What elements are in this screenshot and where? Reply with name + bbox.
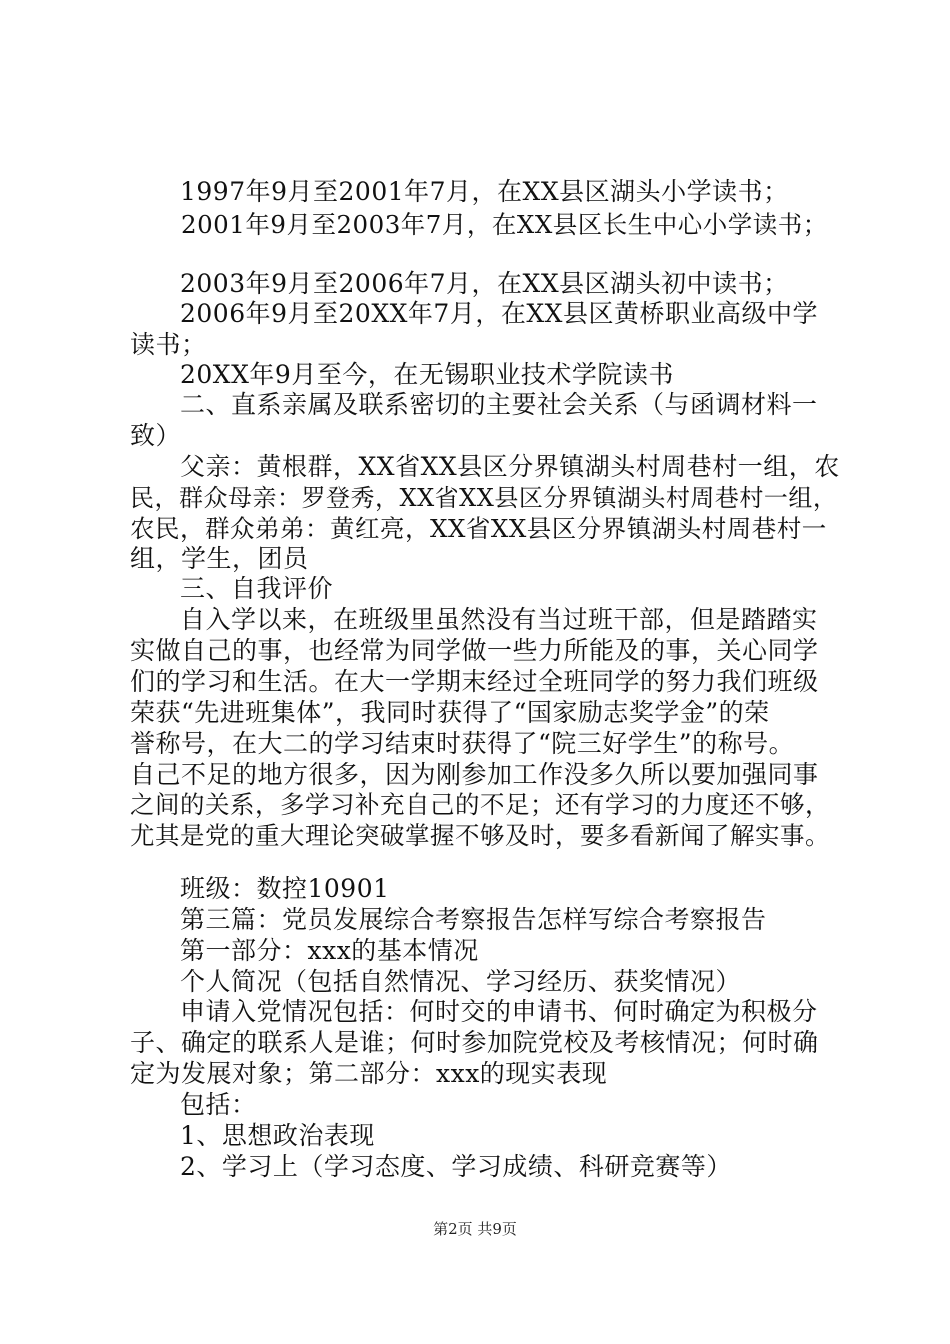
text-line: 子、确定的联系人是谁；何时参加院党校及考核情况；何时确	[130, 1028, 819, 1057]
section-heading: 第三篇：党员发展综合考察报告怎样写综合考察报告	[180, 905, 767, 934]
page-number: 第2页 共9页	[433, 1220, 517, 1238]
text-line: 誉称号，在大二的学习结束时获得了“院三好学生”的称号。	[130, 729, 795, 758]
text-line: 包括：	[180, 1090, 257, 1119]
text-line: 民，群众母亲：罗登秀，XX省XX县区分界镇湖头村周巷村一组，	[130, 484, 838, 512]
text-line: 个人简况（包括自然情况、学习经历、获奖情况）	[180, 967, 742, 996]
text-line: 读书；	[130, 330, 207, 359]
text-line: 20XX年9月至今，在无锡职业技术学院读书	[180, 360, 674, 389]
text-line: 荣获“先进班集体”，我同时获得了“国家励志奖学金”的荣	[130, 698, 770, 727]
text-line: 自己不足的地方很多，因为刚参加工作没多久所以要加强同事	[130, 760, 819, 789]
text-line: 申请入党情况包括：何时交的申请书、何时确定为积极分	[180, 997, 818, 1026]
section-heading: 第一部分：xxx的基本情况	[180, 936, 479, 965]
list-item: 2、学习上（学习态度、学习成绩、科研竞赛等）	[180, 1152, 732, 1181]
text-line: 2001年9月至2003年7月，在XX县区长生中心小学读书；	[181, 210, 828, 239]
text-line: 自入学以来，在班级里虽然没有当过班干部，但是踏踏实	[180, 605, 818, 634]
text-line: 组，学生，团员	[130, 544, 309, 573]
text-line: 农民，群众弟弟：黄红亮，XX省XX县区分界镇湖头村周巷村一	[130, 514, 827, 543]
text-line: 1997年9月至2001年7月，在XX县区湖头小学读书；	[180, 177, 789, 206]
section-heading: 三、自我评价	[180, 574, 334, 603]
text-line: 之间的关系，多学习补充自己的不足；还有学习的力度还不够，	[130, 790, 830, 819]
text-line: 尤其是党的重大理论突破掌握不够及时，要多看新闻了解实事。	[130, 821, 830, 850]
text-line: 班级：数控10901	[180, 874, 390, 903]
text-line: 实做自己的事，也经常为同学做一些力所能及的事，关心同学	[130, 636, 819, 665]
text-line: 致）	[130, 421, 182, 450]
text-line: 2003年9月至2006年7月，在XX县区湖头初中读书；	[180, 269, 789, 298]
list-item: 1、思想政治表现	[180, 1121, 375, 1150]
text-line: 2006年9月至20XX年7月，在XX县区黄桥职业高级中学	[180, 299, 818, 328]
text-line: 定为发展对象；第二部分：xxx的现实表现	[130, 1059, 608, 1088]
text-line: 们的学习和生活。在大一学期末经过全班同学的努力我们班级	[130, 667, 819, 696]
text-line: 父亲：黄根群，XX省XX县区分界镇湖头村周巷村一组，农	[180, 452, 840, 481]
section-heading: 二、直系亲属及联系密切的主要社会关系（与函调材料一	[180, 390, 818, 419]
